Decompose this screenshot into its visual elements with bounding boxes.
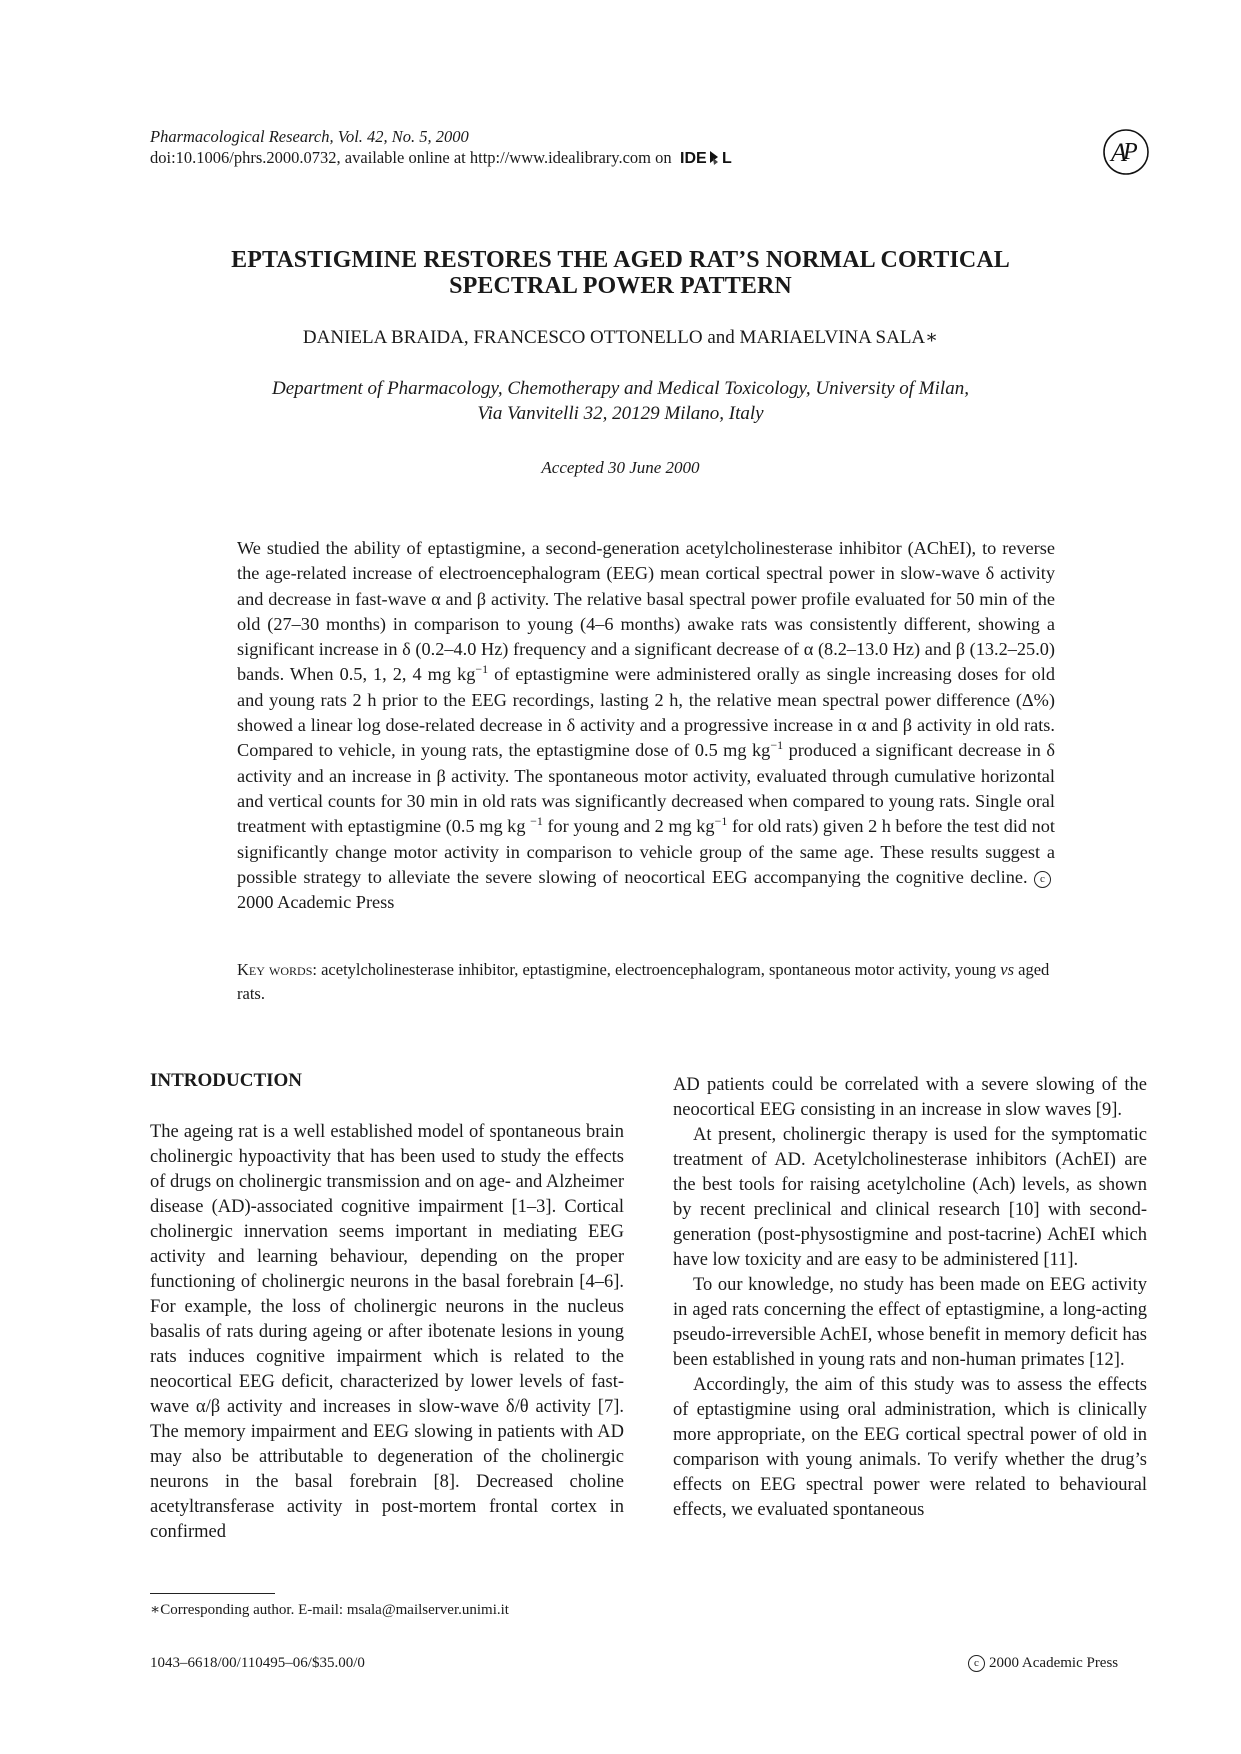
- footer-copyright-text: 2000 Academic Press: [989, 1655, 1119, 1671]
- keywords-vs: vs: [1000, 960, 1014, 979]
- right-column: [673, 1073, 1147, 1523]
- superscript-minus-one: −1: [714, 814, 728, 829]
- title-line-1: EPTASTIGMINE RESTORES THE AGED RAT’S NORMAL CORTICAL: [231, 247, 1010, 273]
- section-heading: INTRODUCTION: [150, 1070, 303, 1091]
- ideal-logo-icon: [680, 148, 730, 171]
- journal-citation: Pharmacological Research, Vol. 42, No. 5, 2000: [150, 127, 469, 146]
- svg-text:P: P: [1123, 139, 1138, 165]
- abstract-copyright: 2000 Academic Press: [237, 892, 395, 913]
- affiliation-line-1: Department of Pharmacology, Chemotherapy and Medical Toxicology, University of Milan,: [272, 378, 969, 399]
- affiliation-line-2: Via Vanvitelli 32, 20129 Milano, Italy: [477, 403, 764, 424]
- svg-text:L: L: [721, 150, 732, 167]
- title-line-2: SPECTRAL POWER PATTERN: [449, 273, 792, 299]
- author-list: DANIELA BRAIDA, FRANCESCO OTTONELLO and MARIAELVINA SALA∗: [302, 327, 939, 348]
- svg-text:IDE: IDE: [679, 150, 707, 167]
- doi-text: doi:10.1006/phrs.2000.0732, available online at http://www.idealibrary.com on: [150, 148, 672, 167]
- abstract: [237, 536, 1055, 915]
- superscript-minus-one: −1: [475, 662, 489, 677]
- abstract-part-2: of eptastigmine were administered orally as single increasing doses for old and young rats 2 h prior to the EEG recordings, lasting 2 h, the relative mean spectral power difference (Δ%) showed a linear log dose-related decrease in δ activity and a progressive increase in α and β activity in old rats. Compared to vehicle, in young rats, the eptastigmine dose of 0.5 mg kg: [237, 664, 1055, 761]
- intro-paragraph: The ageing rat is a well established model of spontaneous brain cholinergic hypoactivity that has been used to study the effects of drugs on cholinergic transmission and on age- and Alzheimer disease (AD)-associated cognitive impairment [1–3]. Cortical cholinergic innervation seems important in mediating EEG activity and learning behaviour, depending on the proper functioning of cholinergic neurons in the basal forebrain [4–6]. For example, the loss of cholinergic neurons in the nucleus basalis of rats during ageing or after ibotenate lesions in young rats induces cognitive impairment which is related to the neocortical EEG deficit, characterized by lower levels of fast-wave α/β activity and increases in slow-wave δ/θ activity [7]. The memory impairment and EEG slowing in patients with AD may also be attributable to degeneration of the cholinergic neurons in the basal forebrain [8]. Decreased choline acetyltransferase activity in post-mortem frontal cortex in confirmed: [150, 1122, 624, 1542]
- doi-line: [150, 147, 730, 171]
- intro-paragraph: To our knowledge, no study has been made on EEG activity in aged rats concerning the effect of eptastigmine, a long-acting pseudo-irreversible AchEI, whose benefit in memory deficit has been established in young rats and non-human primates [12].: [673, 1275, 1147, 1370]
- keywords-text-end: aged rats.: [237, 960, 1050, 1003]
- footnote: ∗Corresponding author. E-mail: msala@mailserver.unimi.it: [150, 1602, 509, 1618]
- intro-paragraph: AD patients could be correlated with a severe slowing of the neocortical EEG consisting in an increase in slow waves [9].: [673, 1075, 1147, 1120]
- publisher-logo-icon: [1102, 128, 1150, 176]
- svg-text:A: A: [1111, 138, 1127, 167]
- intro-paragraph: Accordingly, the aim of this study was to assess the effects of eptastigmine using oral administration, which is clinically more appropriate, on the EEG cortical spectral power of old in comparison with young animals. To verify whether the drug’s effects on EEG spectral power were related to behavioural effects, we evaluated spontaneous: [673, 1375, 1147, 1520]
- abstract-part-4: for young and 2 mg kg: [542, 816, 715, 837]
- keywords: [237, 958, 1055, 1006]
- abstract-part-5: for old rats) given 2 h before the test did not significantly change motor activity in comparison to vehicle group of the same age. These results suggest a possible strategy to alleviate the severe slowing of neocortical EEG accompanying the cognitive decline.: [237, 816, 1056, 887]
- superscript-minus-one: −1: [530, 814, 543, 829]
- left-column: [150, 1070, 624, 1545]
- footer-issn: 1043–6618/00/110495–06/$35.00/0: [150, 1655, 365, 1671]
- abstract-part-3: produced a significant decrease in δ activity and an increase in β activity. The spontaneous motor activity, evaluated through cumulative horizontal and vertical counts for 30 min in old rats was significantly decreased when compared to young rats. Single oral treatment with eptastigmine (0.5 mg kg: [237, 740, 1055, 837]
- superscript-minus-one: −1: [770, 738, 784, 753]
- intro-paragraph: At present, cholinergic therapy is used for the symptomatic treatment of AD. Acetylcholinesterase inhibitors (AchEI) are the best tools for raising acetylcholine (Ach) levels, as shown by recent preclinical and clinical research [10] with second-generation (post-physostigmine and post-tacrine) AchEI which have low toxicity and are easy to be administered [11].: [673, 1125, 1147, 1270]
- copyright-icon: c: [1034, 871, 1051, 888]
- affiliation: [150, 376, 1091, 426]
- keywords-text: acetylcholinesterase inhibitor, eptastigmine, electroencephalogram, spontaneous motor activity, young: [316, 960, 1001, 979]
- journal-header: [150, 126, 730, 171]
- copyright-icon: c: [968, 1655, 985, 1672]
- footer-copyright: [968, 1655, 1118, 1672]
- abstract-part-1: We studied the ability of eptastigmine, a second-generation acetylcholinesterase inhibitor (AChEI), to reverse the age-related increase of electroencephalogram (EEG) mean cortical spectral power in slow-wave δ activity and decrease in fast-wave α and β activity. The relative basal spectral power profile evaluated for 50 min of the old (27–30 months) in comparison to young (4–6 months) awake rats was consistently different, showing a significant increase in δ (0.2–4.0 Hz) frequency and a significant decrease of α (8.2–13.0 Hz) and β (13.2–25.0) bands. When 0.5, 1, 2, 4 mg kg: [237, 538, 1055, 685]
- keywords-label: Key words:: [237, 960, 317, 979]
- accepted-date: Accepted 30 June 2000: [541, 458, 700, 477]
- footnote-divider: [150, 1593, 275, 1594]
- article-title: [150, 247, 1091, 299]
